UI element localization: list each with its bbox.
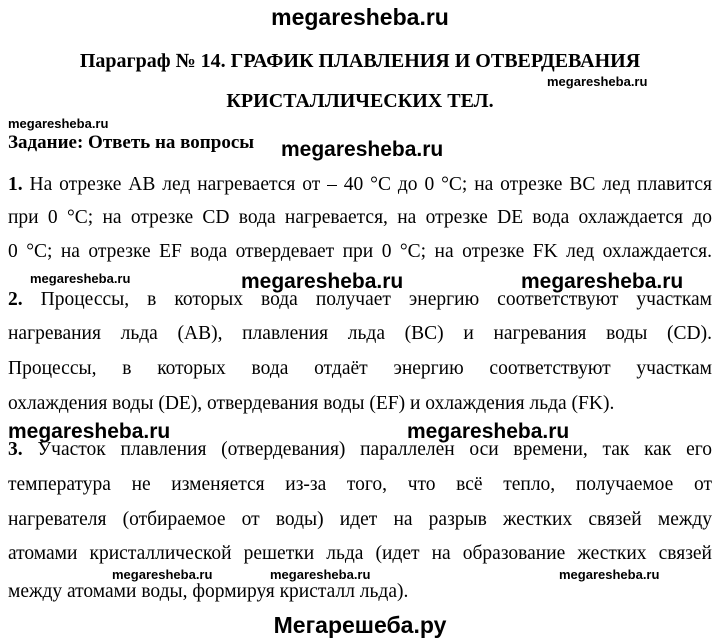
paragraph-title-line2: КРИСТАЛЛИЧЕСКИХ ТЕЛ.	[226, 90, 494, 112]
watermark-small: megaresheba.ru	[8, 116, 109, 131]
answer-1-line-1	[8, 175, 712, 195]
answer-3-line-5: между атомами воды, формируя кристалл льда).	[8, 581, 409, 602]
watermark-big: megaresheba.ru	[521, 270, 684, 293]
paragraph-title-line1: Параграф № 14. ГРАФИК ПЛАВЛЕНИЯ И ОТВЕРДЕВАНИЯ	[79, 50, 641, 72]
answer-3-line-4: атомами кристаллической решетки льда (идет на образование жестких связей	[8, 543, 712, 564]
answer-3-line-1	[8, 440, 712, 460]
watermark-big: megaresheba.ru	[241, 270, 404, 293]
answer-number: 3.	[8, 439, 23, 460]
answer-2-line-2: нагревания льда (AB), плавления льда (BC) и нагревания воды (CD).	[8, 323, 712, 344]
watermark-small: megaresheba.ru	[30, 271, 131, 286]
watermark-small: megaresheba.ru	[112, 567, 213, 582]
answer-2-line-3: Процессы, в которых вода отдаёт энергию соответствуют участкам	[8, 358, 712, 379]
answer-2-line-4: охлаждения воды (DE), отвердевания воды (EF) и охлаждения льда (FK).	[8, 393, 615, 414]
watermark-small: megaresheba.ru	[270, 567, 371, 582]
answer-3-line-2: температура не изменяется из-за того, что всё тепло, получаемое от	[8, 474, 712, 495]
answer-text: Процессы, в которых вода получает энергию соответствуют участкам	[40, 289, 712, 310]
watermark-footer: Мегарешеба.ру	[273, 612, 447, 638]
answer-1-line-3: 0 °C; на отрезке EF вода отвердевает при 0 °C; на отрезке FK лед охлаждается.	[8, 241, 712, 262]
answer-text: На отрезке AB лед нагревается от – 40 °C до 0 °C; на отрезке BC лед плавится	[29, 174, 713, 195]
watermark-big: megaresheba.ru	[8, 420, 171, 443]
answer-number: 1.	[8, 174, 23, 195]
watermark-small: megaresheba.ru	[547, 74, 648, 89]
answer-number: 2.	[8, 289, 23, 310]
answer-2-line-1	[8, 290, 712, 310]
task-label: Задание: Ответь на вопросы	[8, 132, 255, 153]
watermark-big: megaresheba.ru	[281, 138, 444, 161]
answer-1-line-2: при 0 °C; на отрезке CD вода нагревается, на отрезке DE вода охлаждается до	[8, 207, 712, 228]
answer-text: Участок плавления (отвердевания) параллелен оси времени, так как его	[37, 439, 712, 460]
answer-3-line-3: нагревателя (отбираемое от воды) идет на разрыв жестких связей между	[8, 509, 712, 530]
watermark-small: megaresheba.ru	[559, 567, 660, 582]
watermark-big: megaresheba.ru	[407, 420, 570, 443]
watermark-top: megaresheba.ru	[271, 4, 449, 30]
